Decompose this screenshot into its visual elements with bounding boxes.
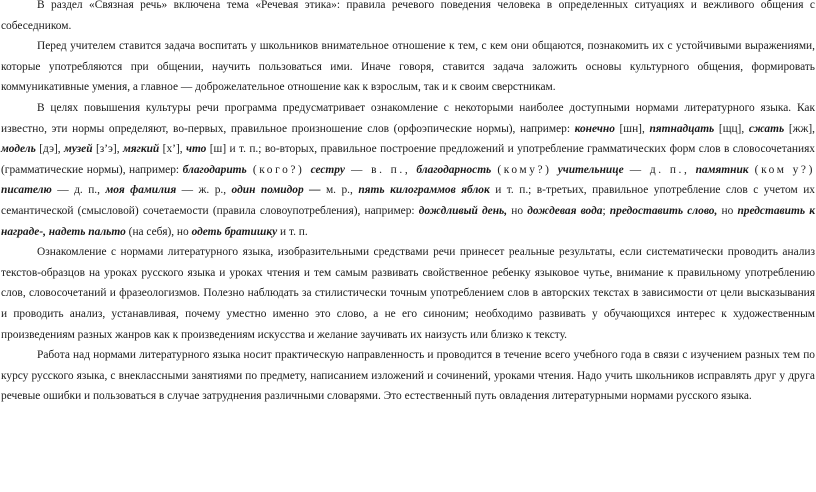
text-run: [жж], xyxy=(784,122,815,135)
example-word: учительнице xyxy=(557,163,624,176)
example-word: одеть братишку xyxy=(191,225,278,238)
example-word: представить к награде-, надеть пальто xyxy=(1,204,815,238)
paragraph-text-analysis xyxy=(1,242,815,345)
text-run: В целях повышения культуры речи программа предусматривает ознакомление с некоторыми наиболее доступными нормами литературного языка. Как известно, эти нормы определяют, во-первых, правильное произношение слов (орфоэпические нормы), например: xyxy=(1,101,815,135)
example-word: модель xyxy=(1,143,36,156)
spaced-note: — д. п., xyxy=(623,163,696,176)
text-run: — ж. р., xyxy=(176,184,232,197)
text-run: Перед учителем ставится задача воспитать у школьников внимательное отношение к тем, с кем они общаются, познакомить их с устойчивыми выражениями, которые употребляются при общении, научить пользоваться ими. Иначе говоря, ставится задача заложить основы культурного общения, формировать коммуникативные умения, а главное — доброжелательное отношение как к взрослым, так и к своим сверстникам. xyxy=(1,40,815,94)
spaced-note: — в. п., xyxy=(344,163,417,176)
example-word: один помидор — xyxy=(231,184,321,197)
text-run: (на себя), но xyxy=(125,225,192,238)
example-word: что xyxy=(185,143,207,156)
example-word: сжать xyxy=(748,122,785,135)
example-word: пятнадцать xyxy=(649,122,715,135)
example-word: дождливый день, xyxy=(418,204,508,217)
example-word: сестру xyxy=(310,163,345,176)
example-word: конечно xyxy=(574,122,615,135)
spaced-note: (кому?) xyxy=(491,163,558,176)
text-run: и т. п.; в-третьих, правильное употребление слов с учетом их семантической (смысловой) сочетаемости (правила словоупотребления), например: xyxy=(1,184,815,217)
paragraph-language-norms xyxy=(1,98,815,242)
example-word: моя фамилия xyxy=(105,184,177,197)
text-run: В раздел «Связная речь» включена тема «Речевая этика»: правила речевого поведения человека в определенных ситуациях и вежливого общения с собеседником. xyxy=(1,0,815,32)
text-run: [х’], xyxy=(159,143,186,156)
text-run: но xyxy=(507,204,528,217)
example-word: дождевая вода xyxy=(527,204,603,217)
example-word: музей xyxy=(64,143,93,156)
spaced-note: (ком у?) xyxy=(748,163,815,176)
text-run: Ознакомление с нормами литературного языка, изобразительными средствами речи принесет реальные результаты, если систематически проводить анализ текстов-образцов на уроках русского языка и уроках чтения и тем самым развивать свойственное ребенку языковое чутье, внимание к правильному употреблению слов, словосочетаний и фразеологизмов. Полезно наблюдать за стилистически точным употреблением слов в авторских текстах в зависимости от цели высказывания и проводить анализ, устанавливая, почему уместно именно это слово, а не его синоним; необходимо развивать у обучающихся интерес к художественным произведениям разных жанров как к произведениям искусства и желание заучивать их наизусть или близко к тексту. xyxy=(1,246,815,341)
text-run: [дэ], xyxy=(35,143,65,156)
text-run: — д. п., xyxy=(51,184,106,197)
text-run: и т. п. xyxy=(277,225,308,238)
example-word: благодарность xyxy=(416,163,492,176)
text-run: [ш] и т. п.; во-вторых, правильное построение предложений и употребление грамматических форм слов в словосочетаниях (грамматические нормы), например: xyxy=(1,143,815,176)
text-run: Работа над нормами литературного языка носит практическую направленность и проводится в течение всего учебного года в связи с изучением разных тем по курсу русского языка, с внеклассными занятиями по предмету, написанием изложений и сочинений, уроками чтения. Надо учить школьников исправлять друг у друга речевые ошибки и пользоваться в случае затруднения различными словарями. Это естественный путь овладения литературными нормами русского языка. xyxy=(1,349,815,403)
example-word: мягкий xyxy=(122,143,160,156)
example-word: писателю xyxy=(1,184,52,197)
example-word: благодарить xyxy=(182,163,247,176)
text-run: [з’э], xyxy=(92,143,123,156)
example-word: пять килограммов яблок xyxy=(358,184,490,197)
example-word: памятник xyxy=(695,163,749,176)
text-run: но xyxy=(717,204,738,217)
text-run: ; xyxy=(602,204,610,217)
text-run: м. р., xyxy=(320,184,359,197)
paragraph-teacher-task xyxy=(1,36,815,98)
text-run: [шн], xyxy=(614,122,650,135)
example-word: предоставить слово, xyxy=(609,204,718,217)
paragraph-yearly-work xyxy=(1,345,815,407)
text-run: [щц], xyxy=(714,122,749,135)
paragraph-speech-ethics xyxy=(1,0,815,36)
spaced-note: (кого?) xyxy=(246,163,311,176)
